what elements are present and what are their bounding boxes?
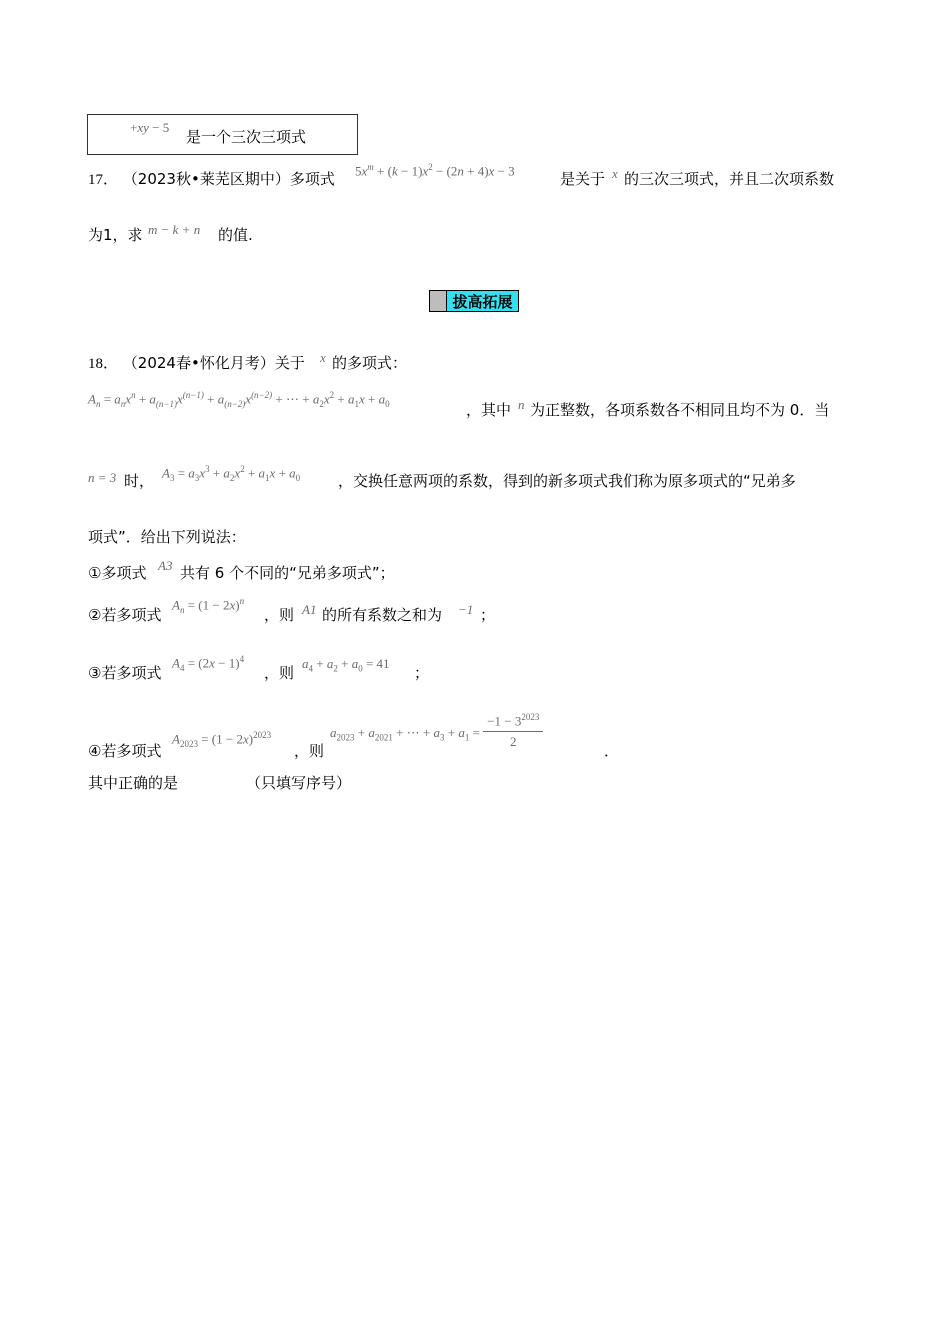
statement-2-c: 的所有系数之和为 (322, 606, 443, 624)
q18-def-text-a: ，其中 (466, 401, 512, 419)
q18-var-n: n (518, 397, 525, 412)
q18-line4: 项式”．给出下列说法： (88, 528, 246, 546)
statement-1-a: ①多项式 (88, 564, 147, 582)
question-18-line-1 (88, 352, 305, 373)
statement-4-numerator: −1 − 3 (487, 713, 522, 729)
statement-2-value: −1 (458, 602, 474, 617)
q17-text-a: 是关于 (560, 170, 606, 188)
statement-4-fraction (483, 712, 543, 750)
q17-var-x: x (612, 166, 618, 181)
q18-def-text-b: 为正整数，各项系数各不相同且均不为 0．当 (530, 401, 830, 419)
q18-a3-polynomial: $A_3 = a_3x^3 + a_2x^2 + a_1x + a_0$ (162, 464, 301, 483)
statement-4-sum: $a_{2023} + a_{2021}$ + ⋯ + $a_3 + a_1$ = $\frac{-1 - 3^{2023}}{2}$ (330, 712, 543, 750)
q17-source: （2023秋•莱芜区期中）多项式 (122, 170, 335, 188)
statement-4-b: ，则 (294, 742, 325, 760)
statement-2-poly: $A_n = (1 - 2x)^n$ (172, 596, 245, 615)
q17-expression: m − k + n (148, 222, 201, 237)
section-header-title: 拔高拓展 (447, 291, 518, 311)
statement-1-b: 共有 6 个不同的“兄弟多项式”； (180, 564, 395, 582)
answer-hint: （只填写序号） (246, 774, 352, 792)
statement-3-sum: $a_4 + a_2 + a_0 = 41$ (302, 656, 390, 674)
answer-prompt: 其中正确的是 (88, 774, 179, 792)
statement-1-math: A3 (158, 558, 173, 573)
statement-3-a: ③若多项式 (88, 664, 162, 682)
q17-line2-b: 的值. (218, 226, 253, 244)
q18-source: （2024春•怀化月考）关于 (122, 354, 305, 372)
box-text: 是一个三次三项式 (186, 128, 307, 146)
statement-2-a: ②若多项式 (88, 606, 162, 624)
q18-number: 18． (88, 356, 119, 372)
section-header (429, 290, 519, 312)
statement-4-denominator: 2 (510, 734, 517, 750)
q17-polynomial: $5x^m + (k - 1)x^2 - (2n + 4)x - 3$ (355, 162, 515, 179)
statement-2-math: A1 (302, 602, 317, 617)
section-header-swatch (430, 291, 447, 311)
statement-3-b: ，则 (264, 664, 295, 682)
q18-source-tail: 的多项式： (332, 354, 408, 372)
q17-text-b: 的三次三项式，并且二次项系数 (624, 170, 835, 188)
q17-line2-a: 为1，求 (88, 226, 143, 244)
q18-var-x: x (320, 350, 326, 365)
question-17-line-1 (88, 168, 335, 189)
box-math: +xy − 5 (130, 120, 170, 135)
statement-4-poly: $A_{2023} = (1 - 2x)^{2023}$ (172, 730, 272, 749)
statement-4-exponent: 2023 (521, 712, 540, 722)
statement-2-b: ，则 (264, 606, 295, 624)
q18-a3-text: ，交换任意两项的系数，得到的新多项式我们称为原多项式的“兄弟多 (338, 472, 796, 490)
q18-general-polynomial: $A_n = a_nx^n + a_{(n-1)}x^{(n-1)} + a_{(n-2)}x^{(n-2)}$ + ⋯ + $a_2x^2 + a_1x + a_0$ (88, 390, 390, 409)
statement-3-poly: $A_4 = (2x - 1)^4$ (172, 654, 245, 673)
statement-2-d: ； (480, 606, 496, 624)
q18-when: 时， (124, 472, 155, 490)
statement-4-d: ． (604, 742, 620, 760)
q17-number: 17． (88, 172, 119, 188)
statement-3-d: ； (414, 664, 430, 682)
statement-4-a: ④若多项式 (88, 742, 162, 760)
q18-n-equals-3: n = 3 (88, 470, 117, 485)
